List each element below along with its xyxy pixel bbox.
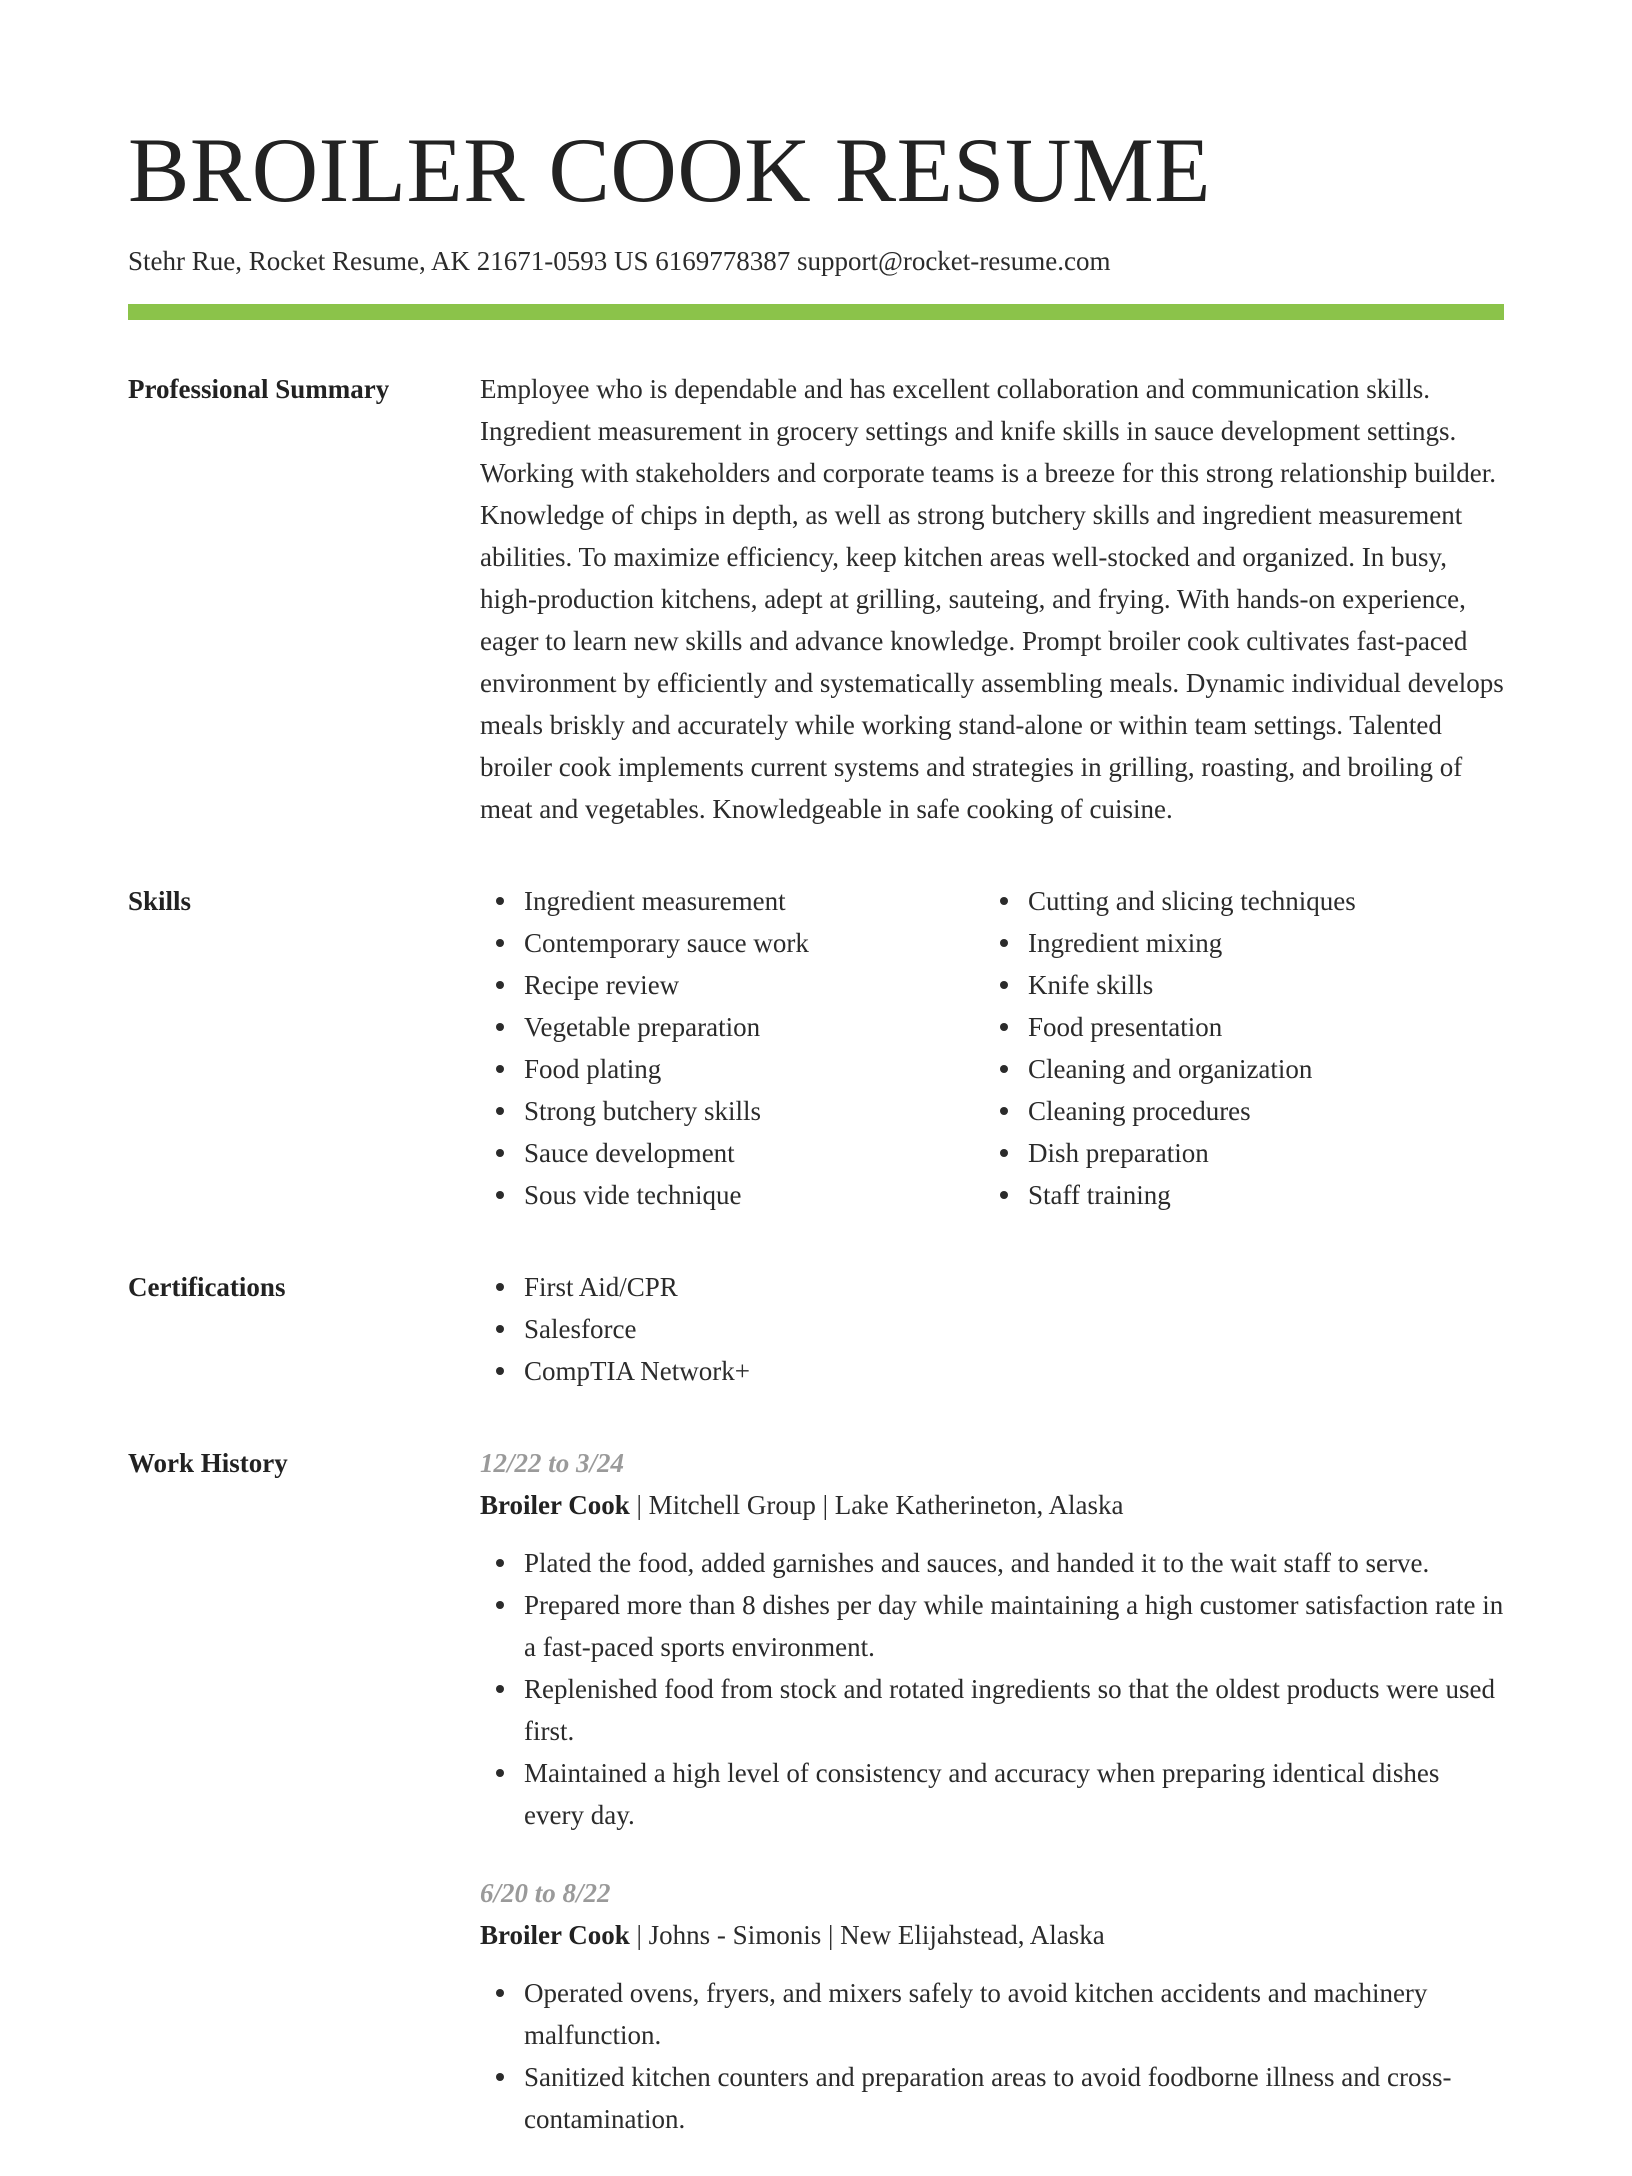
skill-item: Staff training	[984, 1174, 1488, 1216]
skill-item: Strong butchery skills	[480, 1090, 984, 1132]
skills-columns	[480, 880, 1504, 1216]
resume-title: BROILER COOK RESUME	[128, 119, 1211, 221]
job-title: Broiler Cook	[480, 1920, 630, 1950]
job-duty-item: Sanitized kitchen counters and preparation areas to avoid foodborne illness and cross-contamination.	[480, 2056, 1504, 2140]
certifications-section	[128, 1266, 1504, 1392]
resume-page	[128, 120, 1504, 2176]
job-duty-item: Maintained a high level of consistency and accuracy when preparing identical dishes every day.	[480, 1752, 1504, 1836]
job-duties-list	[480, 1542, 1504, 1836]
certifications-list	[480, 1266, 1504, 1392]
certification-item: Salesforce	[480, 1308, 1504, 1350]
accent-divider	[128, 304, 1504, 320]
skill-item: Sauce development	[480, 1132, 984, 1174]
skill-item: Recipe review	[480, 964, 984, 1006]
work-history-body	[480, 1442, 1504, 2176]
work-history-section	[128, 1442, 1504, 2176]
job-entry	[480, 1872, 1504, 2140]
skills-section	[128, 880, 1504, 1216]
contact-info: Stehr Rue, Rocket Resume, AK 21671-0593 US 6169778387 support@rocket-resume.com	[128, 246, 1111, 276]
skill-item: Vegetable preparation	[480, 1006, 984, 1048]
job-dates: 12/22 to 3/24	[480, 1448, 625, 1478]
skills-list-right	[984, 880, 1488, 1216]
certifications-body	[480, 1266, 1504, 1392]
skill-item: Knife skills	[984, 964, 1488, 1006]
skill-item: Cleaning procedures	[984, 1090, 1488, 1132]
skill-item: Ingredient mixing	[984, 922, 1488, 964]
job-employer-location: | Johns - Simonis | New Elijahstead, Alaska	[629, 1920, 1105, 1950]
skills-heading: Skills	[128, 886, 192, 916]
job-entry	[480, 1442, 1504, 1836]
summary-section	[128, 368, 1504, 830]
summary-text: Employee who is dependable and has excellent collaboration and communication skills. Ingredient measurement in grocery settings and knife skills in sauce development settings. Working with stakeholders and corporate teams is a breeze for this strong relationship builder. Knowledge of chips in depth, as well as strong butchery skills and ingredient measurement abilities. To maximize efficiency, keep kitchen areas well-stocked and organized. In busy, high-production kitchens, adept at grilling, sauteing, and frying. With hands-on experience, eager to learn new skills and advance knowledge. Prompt broiler cook cultivates fast-paced environment by efficiently and systematically assembling meals. Dynamic individual develops meals briskly and accurately while working stand-alone or within team settings. Talented broiler cook implements current systems and strategies in grilling, roasting, and broiling of meat and vegetables. Knowledgeable in safe cooking of cuisine.	[480, 374, 1504, 824]
job-title: Broiler Cook	[480, 1490, 630, 1520]
job-duty-item: Replenished food from stock and rotated ingredients so that the oldest products were used first.	[480, 1668, 1504, 1752]
work-history-heading: Work History	[128, 1448, 288, 1478]
job-dates: 6/20 to 8/22	[480, 1878, 611, 1908]
skill-item: Contemporary sauce work	[480, 922, 984, 964]
job-duty-item: Prepared more than 8 dishes per day while maintaining a high customer satisfaction rate in a fast-paced sports environment.	[480, 1584, 1504, 1668]
skill-item: Dish preparation	[984, 1132, 1488, 1174]
skill-item: Sous vide technique	[480, 1174, 984, 1216]
skill-item: Food presentation	[984, 1006, 1488, 1048]
skills-column-left	[480, 880, 984, 1216]
skill-item: Cutting and slicing techniques	[984, 880, 1488, 922]
skill-item: Cleaning and organization	[984, 1048, 1488, 1090]
certifications-heading: Certifications	[128, 1272, 286, 1302]
summary-heading: Professional Summary	[128, 374, 390, 404]
certification-item: CompTIA Network+	[480, 1350, 1504, 1392]
job-duty-item: Plated the food, added garnishes and sauces, and handed it to the wait staff to serve.	[480, 1542, 1504, 1584]
job-duties-list	[480, 1972, 1504, 2140]
certification-item: First Aid/CPR	[480, 1266, 1504, 1308]
skills-column-right	[984, 880, 1488, 1216]
job-employer-location: | Mitchell Group | Lake Katherineton, Alaska	[629, 1490, 1124, 1520]
job-heading	[480, 1914, 1504, 1956]
skill-item: Food plating	[480, 1048, 984, 1090]
skill-item: Ingredient measurement	[480, 880, 984, 922]
skills-list-left	[480, 880, 984, 1216]
job-duty-item: Operated ovens, fryers, and mixers safely to avoid kitchen accidents and machinery malfunction.	[480, 1972, 1504, 2056]
job-heading	[480, 1484, 1504, 1526]
